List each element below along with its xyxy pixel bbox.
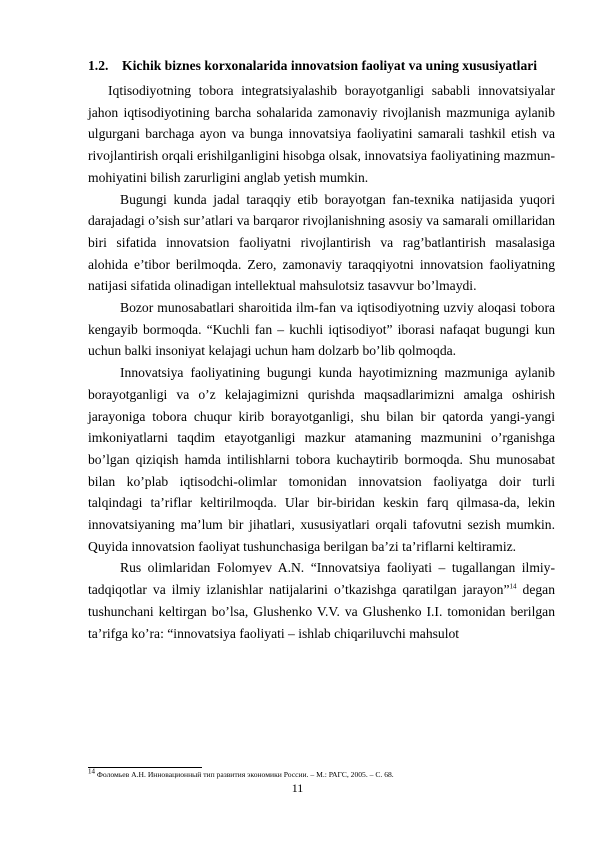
paragraph: Innovatsiya faoliyatining bugungi kunda hayotimizning mazmuniga aylanib borayotganligi va o’z kelajagimizni qurishda maqsadlarimizni amalga oshirish jarayoniga tobora chuqur kirib borayotganligi, shu bilan bir qatorda yangi-yangi imkoniyatlarni taqdim etayotganligi mazkur atamaning mazmunini o’rganishga bo’lgan qiziqish hamda intilishlarni tobora kuchaytirib bormoqda. Shu munosabat bilan ko’plab iqtisodchi-olimlar tomonidan innovatsion faoliyatga doir turli talqindagi ta’riflar keltirilmoqda. Ular bir-biridan keskin farq qilmasa-da, lekin innovatsiyaning ma’lum bir jihatlari, xususiyatlari orqali tafovutni sezish mumkin. Quyida innovatsion faoliyat tushunchasiga berilgan ba’zi ta’riflarni keltiramiz. [88,365,555,554]
paragraph [88,557,555,644]
section-number: 1.2. [88,58,109,73]
section-heading [88,57,560,75]
body-text [88,80,555,644]
paragraph: Bugungi kunda jadal taraqqiy etib borayotgan fan-texnika natijasida yuqori darajadagi o’sish sur’atlari va barqaror rivojlanishning asosiy va samarali omillaridan biri sifatida innovatsion faoliyatni rivojlantirish va rag’batlantirish masalasiga alohida e’tibor berilmoqda. Zero, zamonaviy taraqqiyotni innovatsion faoliyatning natijasi sifatida olinadigan intellektual mahsulotsiz tasavvur bo’lmaydi. [88,191,555,294]
footnote-divider [88,767,202,768]
paragraph-text: Rus olimlaridan Folomyev A.N. “Innovatsiya faoliyati – tugallangan ilmiy-tadqiqotlar va ilmiy izlanishlar natijalarini o’tkazishga qaratilgan jarayon” [88,560,555,598]
paragraph: Bozor munosabatlari sharoitida ilm-fan va iqtisodiyotning uzviy aloqasi tobora kengayib bormoqda. “Kuchli fan – kuchli iqtisodiyot” iborasi nafaqat bugungi kun uchun balki insoniyat kelajagi uchun ham dolzarb bo’lib qolmoqda. [88,300,555,359]
paragraph: Iqtisodiyotning tobora integratsiyalashib borayotganligi sababli innovatsiyalar jahon iqtisodiyotining barcha sohalarida zamonaviy rivojlanish mazmuniga aylanib ulgurgani barchaga ayon va bunga innovatsiya faoliyatini samarali tashkil etish va rivojlantirish orqali erishilganligini hisobga olsak, innovatsiya faoliyatining mazmun-mohiyatini bilish zarurligini anglab yetish mumkin. [88,83,555,185]
footnote-marker: 14 [88,767,95,776]
paragraph-text-continued: degan tushunchani keltirgan bo’lsa, Glushenko V.V. va Glushenko I.I. tomonidan berilgan ta’rifga ko’ra: “innovatsiya faoliyati – ishlab chiqariluvchi mahsulot [88,582,555,641]
section-title: Kichik biznes korxonalarida innovatsion faoliyat va uning xususiyatlari [122,58,538,73]
page-number: 11 [291,781,304,795]
footnote-text: Фоломьев А.Н. Инновационный тип развития экономики России. – М.: РАГС, 2005. – С. 68. [95,770,394,779]
footnote [88,767,555,780]
footnote-reference[interactable]: 14 [509,582,517,591]
